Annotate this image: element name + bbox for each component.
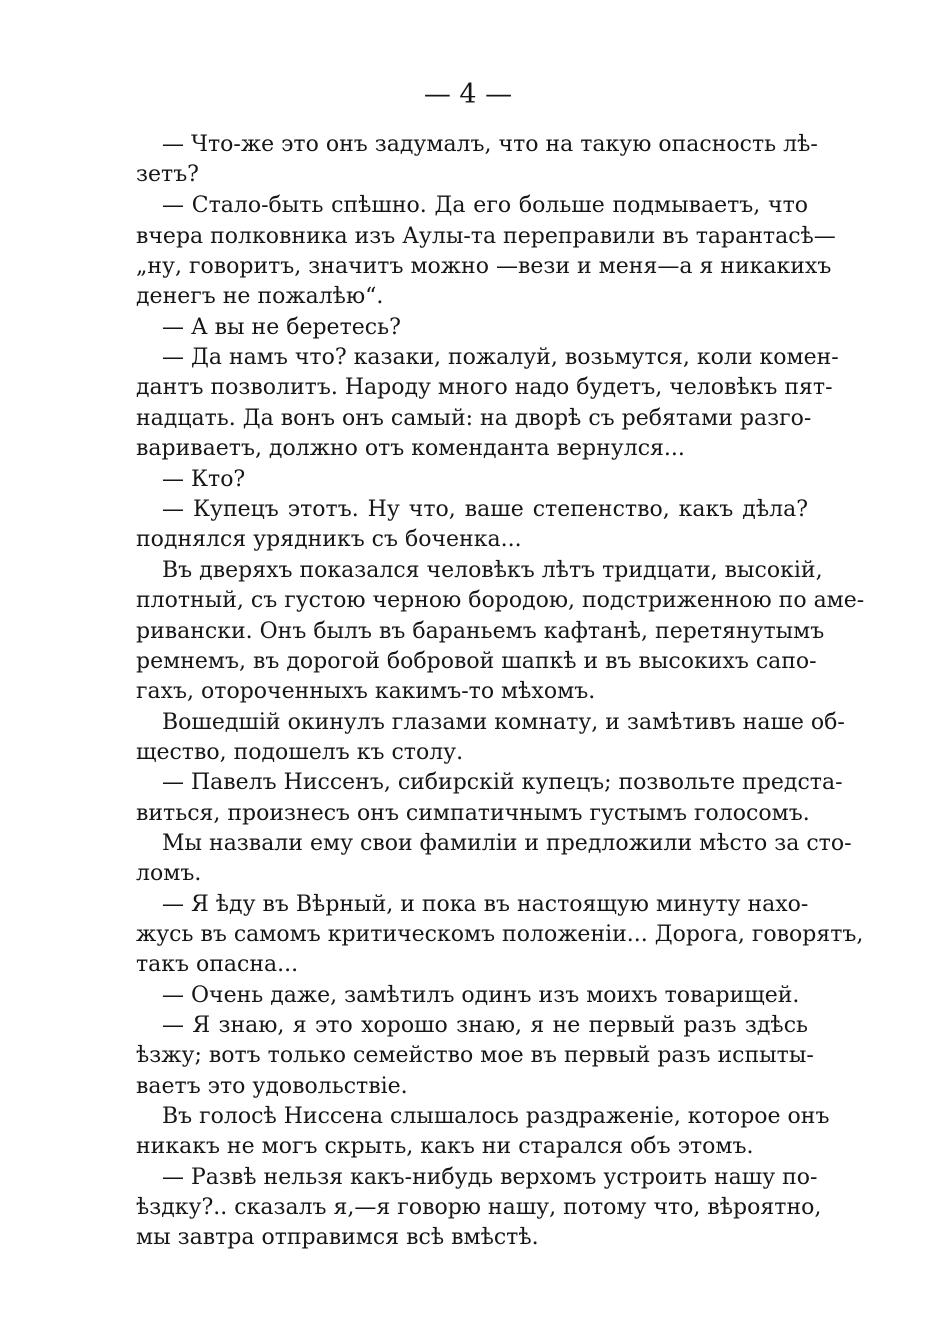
text-line: ѣзжу; вотъ только семейство мое въ первый разъ испыты-: [136, 1043, 814, 1068]
text-line: ваетъ это удовольствіе.: [136, 1074, 408, 1099]
text-line: денегъ не пожалѣю“.: [136, 284, 384, 309]
text-line: ремнемъ, въ дорогой бобровой шапкѣ и въ высокихъ сапо-: [136, 649, 817, 674]
text-line: — Развѣ нельзя какъ-нибудь верхомъ устроить нашу по-: [162, 1165, 818, 1190]
text-line: — Я знаю, я это хорошо знаю, я не первый разъ здѣсь: [162, 1013, 808, 1038]
text-line: Въ голосѣ Ниссена слышалось раздраженіе, которое онъ: [162, 1104, 830, 1129]
text-line: мы завтра отправимся всѣ вмѣстѣ.: [136, 1225, 539, 1250]
text-line: — Что-же это онъ задумалъ, что на такую опасность лѣ-: [162, 132, 818, 157]
text-line: надцать. Да вонъ онъ самый: на дворѣ съ ребятами разго-: [136, 406, 812, 431]
text-line: зетъ?: [136, 162, 199, 187]
text-line: ривански. Онъ былъ въ бараньемъ кафтанѣ, перетянутымъ: [136, 619, 825, 644]
page-number: — 4 —: [423, 79, 513, 110]
text-line: — Кто?: [162, 467, 246, 492]
text-line: — Очень даже, замѣтилъ одинъ изъ моихъ товарищей.: [162, 983, 800, 1008]
text-line: никакъ не могъ скрыть, какъ ни старался объ этомъ.: [136, 1134, 754, 1159]
text-line: поднялся урядникъ съ боченка...: [136, 527, 522, 552]
text-line: — Стало-быть спѣшно. Да его больше подмываетъ, что: [162, 193, 808, 218]
text-line: — Купецъ этотъ. Ну что, ваше степенство, какъ дѣла?: [162, 497, 808, 522]
text-line: „ну, говоритъ, значитъ можно —вези и меня—а я никакихъ: [136, 254, 832, 279]
text-line: — Да намъ что? казаки, пожалуй, возьмутся, коли комен-: [162, 345, 839, 370]
text-line: такъ опасна...: [136, 952, 299, 977]
text-line: щество, подошелъ къ столу.: [136, 740, 464, 765]
text-line: — А вы не беретесь?: [162, 315, 401, 340]
text-line: — Я ѣду въ Вѣрный, и пока въ настоящую минуту нахо-: [162, 892, 809, 917]
text-line: Въ дверяхъ показался человѣкъ лѣтъ тридцати, высокій,: [162, 558, 823, 583]
text-line: Мы назвали ему свои фамиліи и предложили мѣсто за сто-: [162, 831, 852, 856]
text-line: ѣздку?.. сказалъ я,—я говорю нашу, потому что, вѣроятно,: [136, 1195, 822, 1220]
text-line: виться, произнесъ онъ симпатичнымъ густымъ голосомъ.: [136, 801, 810, 826]
text-line: дантъ позволитъ. Народу много надо будетъ, человѣкъ пят-: [136, 375, 833, 400]
text-line: Вошедшій окинулъ глазами комнату, и замѣтивъ наше об-: [162, 710, 845, 735]
text-line: ломъ.: [136, 861, 202, 886]
text-line: — Павелъ Ниссенъ, сибирскій купецъ; позвольте предста-: [162, 770, 843, 795]
text-line: вчера полковника изъ Аулы-та переправили въ тарантасѣ—: [136, 224, 836, 249]
text-line: гахъ, отороченныхъ какимъ-то мѣхомъ.: [136, 679, 596, 704]
text-line: плотный, съ густою черною бородою, подстриженною по аме-: [136, 588, 865, 613]
text-line: вариваетъ, должно отъ коменданта вернулся...: [136, 436, 685, 461]
text-line: жусь въ самомъ критическомъ положеніи... Дорога, говорятъ,: [136, 922, 864, 947]
